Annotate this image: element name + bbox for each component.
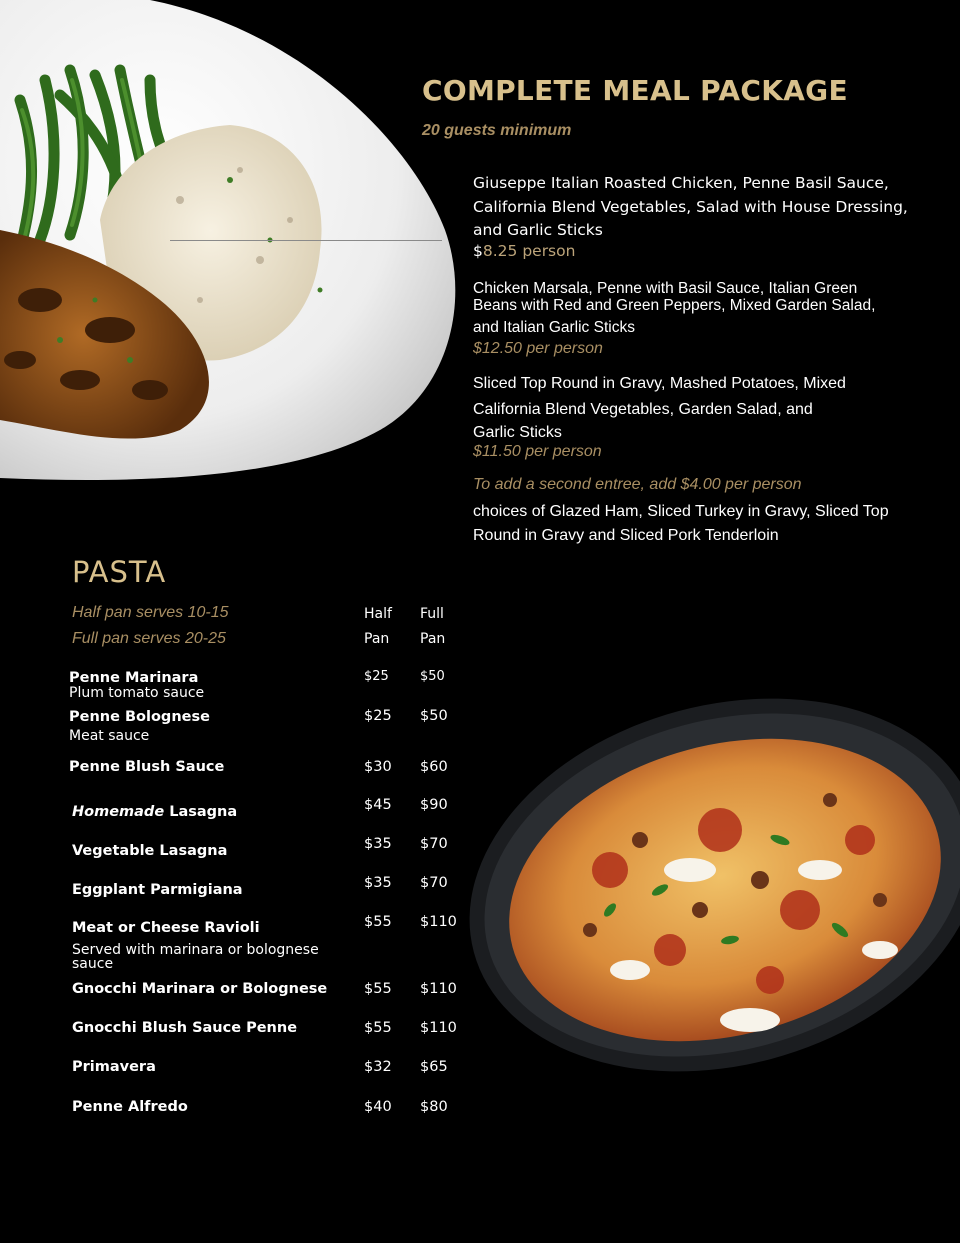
half-pan-price: $25 xyxy=(364,669,389,684)
meal-option-3-line-1: Sliced Top Round in Gravy, Mashed Potatoes, Mixed xyxy=(473,375,846,392)
full-pan-price: $50 xyxy=(420,708,448,724)
chicken-marsala-plate-image xyxy=(0,0,470,490)
menu-item-vegetable-lasagna: Vegetable Lasagna xyxy=(72,843,228,859)
half-pan-header-line-1: Half xyxy=(364,606,392,622)
menu-item-penne-marinara: Penne Marinara xyxy=(69,670,199,686)
item-name-rest: Lasagna xyxy=(164,804,238,820)
menu-item-penne-bolognese: Penne Bolognese xyxy=(69,709,210,725)
lasagna-pan-image xyxy=(460,680,960,1090)
half-pan-serves: Half pan serves 10-15 xyxy=(72,604,229,621)
menu-item-eggplant-parmigiana: Eggplant Parmigiana xyxy=(72,882,243,898)
meal-option-2-line-2: Beans with Red and Green Peppers, Mixed Garden Salad, xyxy=(473,297,876,314)
half-pan-price: $45 xyxy=(364,797,392,813)
entree-choices: choices of Glazed Ham, Sliced Turkey in Gravy, Sliced Top Round in Gravy and Sliced Pork Tenderloin xyxy=(473,503,889,544)
meal-option-3-line-2: California Blend Vegetables, Garden Salad, and Garlic Sticks xyxy=(473,400,813,441)
meal-option-2-description xyxy=(473,280,903,336)
full-pan-header-line-2: Pan xyxy=(420,631,446,647)
meal-option-2-price: $12.50 per person xyxy=(473,340,603,357)
meal-option-1-price xyxy=(473,242,575,260)
full-pan-price: $70 xyxy=(420,836,448,852)
menu-item-homemade-lasagna xyxy=(72,804,237,820)
half-pan-price: $55 xyxy=(364,981,392,997)
menu-item-gnocchi-marinara-or-bolognese: Gnocchi Marinara or Bolognese xyxy=(72,981,328,997)
half-pan-price: $25 xyxy=(364,708,392,724)
half-pan-price: $35 xyxy=(364,875,392,891)
meal-option-3-price: $11.50 per person xyxy=(473,443,602,460)
meal-option-1-description: Giuseppe Italian Roasted Chicken, Penne Basil Sauce, California Blend Vegetables, Salad with House Dressing, and Garlic Sticks xyxy=(473,174,908,239)
full-pan-price: $50 xyxy=(420,669,445,684)
full-pan-price: $80 xyxy=(420,1099,448,1115)
half-pan-price: $55 xyxy=(364,1020,392,1036)
half-pan-price: $30 xyxy=(364,759,392,775)
menu-item-penne-blush-sauce: Penne Blush Sauce xyxy=(69,759,225,775)
full-pan-header-line-1: Full xyxy=(420,606,444,622)
meal-option-2-line-3: and Italian Garlic Sticks xyxy=(473,319,635,336)
half-pan-price: $55 xyxy=(364,914,392,930)
meal-option-3-description xyxy=(473,372,903,445)
full-pan-price: $60 xyxy=(420,759,448,775)
guests-minimum: 20 guests minimum xyxy=(422,122,572,139)
half-pan-price: $35 xyxy=(364,836,392,852)
full-pan-serves: Full pan serves 20-25 xyxy=(72,630,226,647)
meal-option-2-line-1: Chicken Marsala, Penne with Basil Sauce, Italian Green xyxy=(473,280,858,297)
menu-item-penne-alfredo: Penne Alfredo xyxy=(72,1099,188,1115)
full-pan-price: $110 xyxy=(420,1020,457,1036)
menu-item-description: Meat sauce xyxy=(69,728,150,744)
full-pan-price: $70 xyxy=(420,875,448,891)
menu-item-primavera: Primavera xyxy=(72,1059,156,1075)
full-pan-price: $65 xyxy=(420,1059,448,1075)
half-pan-header-line-2: Pan xyxy=(364,631,390,647)
full-pan-price: $110 xyxy=(420,981,457,997)
menu-item-description: Served with marinara or bolognese sauce xyxy=(72,942,319,972)
second-entree-note: To add a second entree, add $4.00 per person xyxy=(473,476,802,493)
meal-package-title: COMPLETE MEAL PACKAGE xyxy=(422,74,848,107)
full-pan-price: $110 xyxy=(420,914,457,930)
menu-item-description: Plum tomato sauce xyxy=(69,685,205,701)
menu-item-meat-or-cheese-ravioli: Meat or Cheese Ravioli xyxy=(72,920,260,936)
price-prefix: $ xyxy=(473,242,483,260)
divider-line xyxy=(170,240,442,241)
half-pan-price: $40 xyxy=(364,1099,392,1115)
full-pan-price: $90 xyxy=(420,797,448,813)
pasta-title: PASTA xyxy=(72,555,167,589)
price-amount: 8.25 person xyxy=(482,242,576,260)
menu-item-gnocchi-blush-sauce-penne: Gnocchi Blush Sauce Penne xyxy=(72,1020,298,1036)
half-pan-price: $32 xyxy=(364,1059,392,1075)
item-name-emphasis: Homemade xyxy=(72,804,165,820)
